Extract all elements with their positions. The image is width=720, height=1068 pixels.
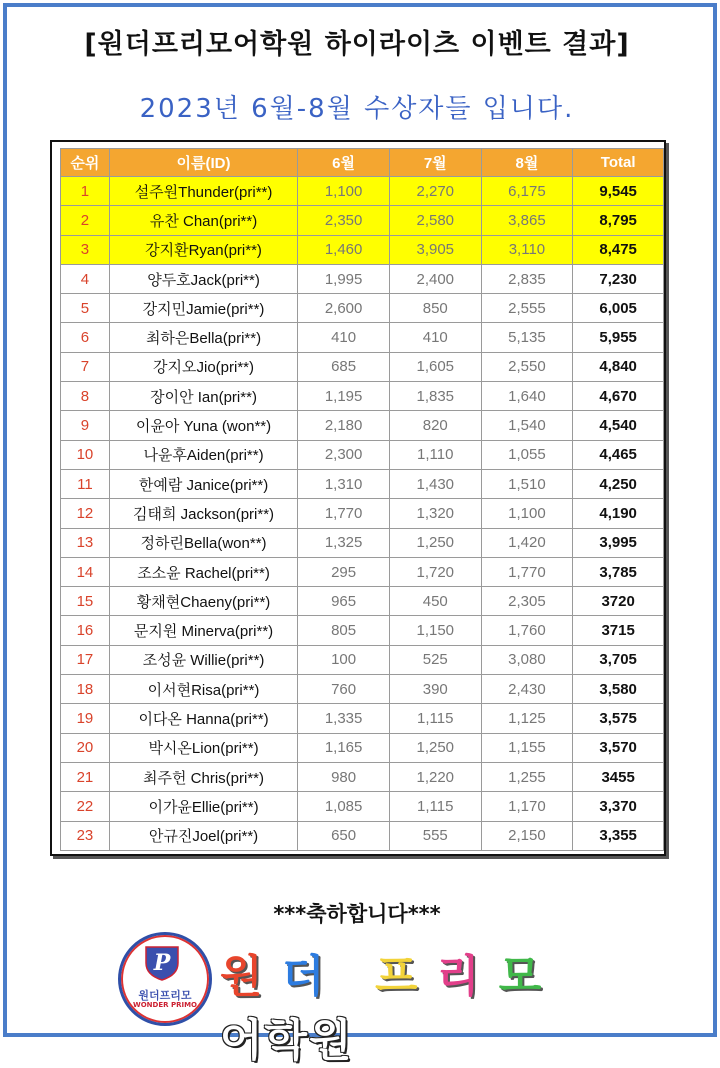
june-cell: 1,325: [298, 528, 390, 557]
table-row: [61, 177, 664, 206]
july-cell: 410: [389, 323, 481, 352]
june-cell: 1,335: [298, 704, 390, 733]
total-cell: 3715: [573, 616, 664, 645]
total-cell: 9,545: [573, 177, 664, 206]
rank-cell: 21: [61, 762, 110, 791]
table-row: [61, 616, 664, 645]
rank-cell: 1: [61, 177, 110, 206]
august-cell: 2,550: [481, 352, 573, 381]
june-cell: 980: [298, 762, 390, 791]
brand-name: [220, 940, 720, 1068]
june-cell: 965: [298, 587, 390, 616]
rank-cell: 16: [61, 616, 110, 645]
brand-char-4: 리: [436, 951, 482, 1002]
table-row: [61, 264, 664, 293]
july-cell: 1,110: [389, 440, 481, 469]
shield-p-logo-icon: [142, 943, 182, 981]
page-subtitle: 2023년 6월-8월 수상자들 입니다.: [139, 94, 575, 124]
august-cell: 3,110: [481, 235, 573, 264]
august-cell: 1,770: [481, 557, 573, 586]
august-cell: 1,100: [481, 499, 573, 528]
rank-cell: 3: [61, 235, 110, 264]
june-cell: 2,180: [298, 411, 390, 440]
rank-cell: 19: [61, 704, 110, 733]
total-cell: 4,250: [573, 469, 664, 498]
logo-english-name: WONDER PRIMO: [133, 1001, 197, 1009]
rank-cell: 7: [61, 352, 110, 381]
june-cell: 1,460: [298, 235, 390, 264]
rank-cell: 9: [61, 411, 110, 440]
page-title: [원더프리모어학원 하이라이츠 이벤트 결과]: [84, 29, 630, 60]
august-cell: 1,170: [481, 792, 573, 821]
brand-char-5: 모: [498, 951, 544, 1002]
logo-korean-name: 원더프리모: [138, 989, 192, 1002]
august-cell: 1,255: [481, 762, 573, 791]
name-cell: 강지환Ryan(pri**): [109, 235, 297, 264]
name-cell: 설주원Thunder(pri**): [109, 177, 297, 206]
name-cell: 최주헌 Chris(pri**): [109, 762, 297, 791]
total-cell: 5,955: [573, 323, 664, 352]
name-cell: 조성윤 Willie(pri**): [109, 645, 297, 674]
total-cell: 3,570: [573, 733, 664, 762]
july-cell: 1,835: [389, 382, 481, 411]
total-cell: 3,995: [573, 528, 664, 557]
june-cell: 1,165: [298, 733, 390, 762]
august-cell: 1,055: [481, 440, 573, 469]
header-total: Total: [573, 149, 664, 177]
name-cell: 강지오Jio(pri**): [109, 352, 297, 381]
table-row: [61, 206, 664, 235]
name-cell: 최하은Bella(pri**): [109, 323, 297, 352]
rank-cell: 11: [61, 469, 110, 498]
table-row: [61, 499, 664, 528]
june-cell: 2,350: [298, 206, 390, 235]
name-cell: 장이안 Ian(pri**): [109, 382, 297, 411]
total-cell: 3,370: [573, 792, 664, 821]
header-june: 6월: [298, 149, 390, 177]
table-row: [61, 440, 664, 469]
august-cell: 1,760: [481, 616, 573, 645]
table-row: [61, 792, 664, 821]
august-cell: 2,555: [481, 294, 573, 323]
table-row: [61, 645, 664, 674]
table-row: [61, 294, 664, 323]
august-cell: 6,175: [481, 177, 573, 206]
july-cell: 1,720: [389, 557, 481, 586]
table-row: [61, 557, 664, 586]
name-cell: 이서현Risa(pri**): [109, 675, 297, 704]
name-cell: 문지원 Minerva(pri**): [109, 616, 297, 645]
august-cell: 3,865: [481, 206, 573, 235]
june-cell: 1,100: [298, 177, 390, 206]
july-cell: 820: [389, 411, 481, 440]
total-cell: 4,190: [573, 499, 664, 528]
rank-cell: 10: [61, 440, 110, 469]
header-july: 7월: [389, 149, 481, 177]
august-cell: 1,125: [481, 704, 573, 733]
name-cell: 이윤아 Yuna (won**): [109, 411, 297, 440]
rank-cell: 22: [61, 792, 110, 821]
name-cell: 이다온 Hanna(pri**): [109, 704, 297, 733]
table-row: [61, 235, 664, 264]
august-cell: 5,135: [481, 323, 573, 352]
results-table: [60, 148, 664, 851]
total-cell: 4,670: [573, 382, 664, 411]
rank-cell: 12: [61, 499, 110, 528]
table-row: [61, 323, 664, 352]
total-cell: 3,575: [573, 704, 664, 733]
table-row: [61, 675, 664, 704]
rank-cell: 17: [61, 645, 110, 674]
july-cell: 450: [389, 587, 481, 616]
total-cell: 3720: [573, 587, 664, 616]
july-cell: 1,605: [389, 352, 481, 381]
july-cell: 1,430: [389, 469, 481, 498]
brand-char-3: 프: [375, 951, 420, 1002]
header-name: 이름(ID): [109, 149, 297, 177]
name-cell: 유찬 Chan(pri**): [109, 206, 297, 235]
june-cell: 1,195: [298, 382, 390, 411]
rank-cell: 5: [61, 294, 110, 323]
total-cell: 3,580: [573, 675, 664, 704]
brand-char-2: 더: [281, 951, 327, 1002]
name-cell: 한예람 Janice(pri**): [109, 469, 297, 498]
july-cell: 1,250: [389, 528, 481, 557]
rank-cell: 18: [61, 675, 110, 704]
august-cell: 1,420: [481, 528, 573, 557]
july-cell: 850: [389, 294, 481, 323]
july-cell: 390: [389, 675, 481, 704]
name-cell: 조소윤 Rachel(pri**): [109, 557, 297, 586]
july-cell: 3,905: [389, 235, 481, 264]
rank-cell: 6: [61, 323, 110, 352]
total-cell: 4,840: [573, 352, 664, 381]
total-cell: 7,230: [573, 264, 664, 293]
name-cell: 박시온Lion(pri**): [109, 733, 297, 762]
july-cell: 1,115: [389, 792, 481, 821]
total-cell: 4,540: [573, 411, 664, 440]
table-row: [61, 587, 664, 616]
academy-logo: [118, 932, 212, 1026]
july-cell: 1,250: [389, 733, 481, 762]
june-cell: 805: [298, 616, 390, 645]
table-row: [61, 704, 664, 733]
rank-cell: 13: [61, 528, 110, 557]
total-cell: 3,785: [573, 557, 664, 586]
name-cell: 양두호Jack(pri**): [109, 264, 297, 293]
july-cell: 2,400: [389, 264, 481, 293]
total-cell: 3455: [573, 762, 664, 791]
august-cell: 1,540: [481, 411, 573, 440]
total-cell: 8,475: [573, 235, 664, 264]
table-body: [61, 177, 664, 851]
june-cell: 650: [298, 821, 390, 850]
name-cell: 강지민Jamie(pri**): [109, 294, 297, 323]
header-rank: 순위: [61, 149, 110, 177]
august-cell: 2,305: [481, 587, 573, 616]
rank-cell: 14: [61, 557, 110, 586]
july-cell: 2,580: [389, 206, 481, 235]
name-cell: 이가윤Ellie(pri**): [109, 792, 297, 821]
june-cell: 760: [298, 675, 390, 704]
results-table-container: [50, 140, 666, 856]
table-header-row: [61, 149, 664, 177]
rank-cell: 2: [61, 206, 110, 235]
june-cell: 685: [298, 352, 390, 381]
table-row: [61, 382, 664, 411]
june-cell: 1,995: [298, 264, 390, 293]
august-cell: 1,640: [481, 382, 573, 411]
rank-cell: 4: [61, 264, 110, 293]
table-row: [61, 528, 664, 557]
july-cell: 1,220: [389, 762, 481, 791]
total-cell: 3,705: [573, 645, 664, 674]
name-cell: 김태희 Jackson(pri**): [109, 499, 297, 528]
svg-text:P: P: [153, 950, 171, 976]
total-cell: 8,795: [573, 206, 664, 235]
june-cell: 410: [298, 323, 390, 352]
table-row: [61, 762, 664, 791]
june-cell: 1,085: [298, 792, 390, 821]
rank-cell: 20: [61, 733, 110, 762]
august-cell: 2,430: [481, 675, 573, 704]
rank-cell: 23: [61, 821, 110, 850]
name-cell: 정하린Bella(won**): [109, 528, 297, 557]
total-cell: 6,005: [573, 294, 664, 323]
header-august: 8월: [481, 149, 573, 177]
brand-char-1: 원: [220, 951, 265, 1002]
august-cell: 3,080: [481, 645, 573, 674]
july-cell: 1,115: [389, 704, 481, 733]
august-cell: 2,835: [481, 264, 573, 293]
july-cell: 2,270: [389, 177, 481, 206]
july-cell: 525: [389, 645, 481, 674]
june-cell: 100: [298, 645, 390, 674]
rank-cell: 15: [61, 587, 110, 616]
table-row: [61, 469, 664, 498]
total-cell: 3,355: [573, 821, 664, 850]
rank-cell: 8: [61, 382, 110, 411]
august-cell: 1,510: [481, 469, 573, 498]
june-cell: 2,600: [298, 294, 390, 323]
july-cell: 1,320: [389, 499, 481, 528]
name-cell: 나윤후Aiden(pri**): [109, 440, 297, 469]
june-cell: 2,300: [298, 440, 390, 469]
name-cell: 안규진Joel(pri**): [109, 821, 297, 850]
congrats-text: ***축하합니다***: [273, 902, 441, 926]
august-cell: 1,155: [481, 733, 573, 762]
august-cell: 2,150: [481, 821, 573, 850]
table-row: [61, 411, 664, 440]
june-cell: 1,310: [298, 469, 390, 498]
july-cell: 555: [389, 821, 481, 850]
name-cell: 황채현Chaeny(pri**): [109, 587, 297, 616]
brand-suffix: 어학원: [220, 1015, 354, 1066]
table-row: [61, 821, 664, 850]
table-row: [61, 352, 664, 381]
total-cell: 4,465: [573, 440, 664, 469]
june-cell: 295: [298, 557, 390, 586]
july-cell: 1,150: [389, 616, 481, 645]
june-cell: 1,770: [298, 499, 390, 528]
table-row: [61, 733, 664, 762]
